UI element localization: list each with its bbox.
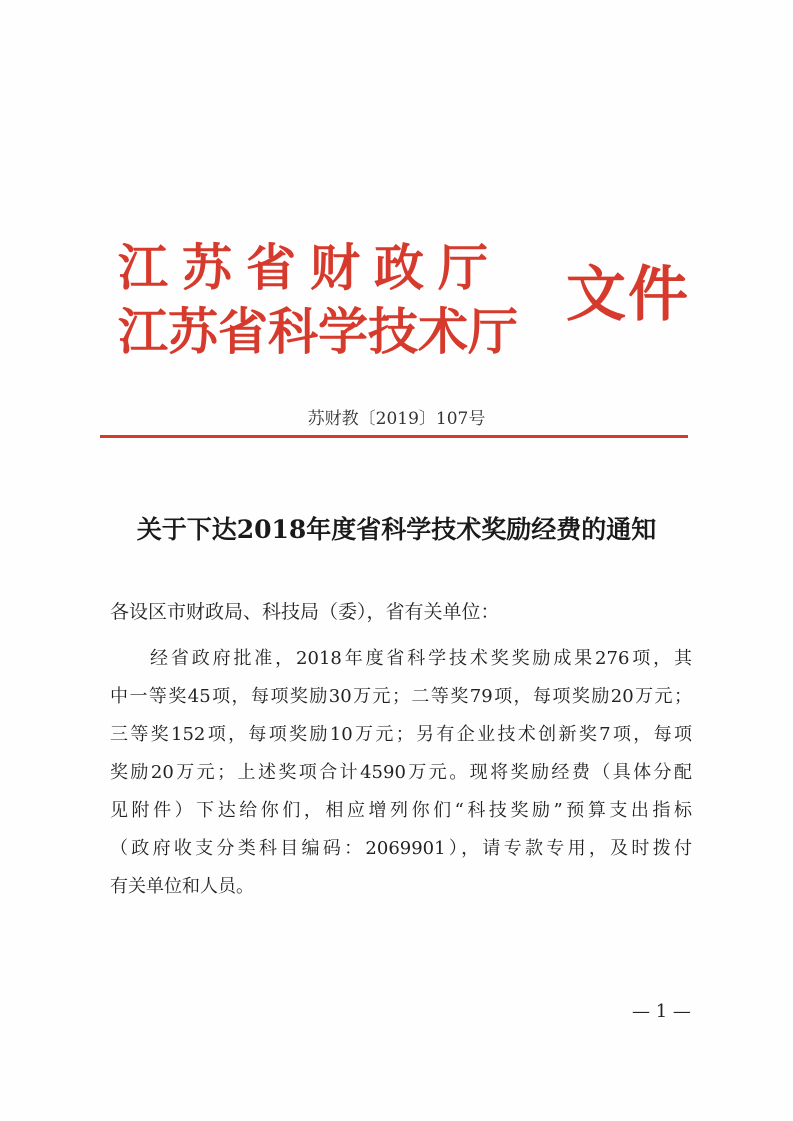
body-line: （政府收支分类科目编码：2069901），请专款专用，及时拨付 (110, 838, 692, 859)
notice-title: 关于下达2018年度省科学技术奖励经费的通知 (136, 515, 657, 544)
org-finance-department: 江苏省财政厅 (118, 239, 502, 297)
issuing-organizations (118, 236, 548, 364)
body-paragraph (110, 640, 692, 906)
body-line: 经省政府批准，2018年度省科学技术奖奖励成果276项，其 (150, 648, 692, 669)
document-number: 苏财教〔2019〕107号 (307, 409, 486, 429)
body-line: 中一等奖45项，每项奖励30万元；二等奖79项，每项奖励20万元； (110, 686, 692, 707)
org-science-technology-department: 江苏省科学技术厅 (118, 303, 518, 361)
document-label: 文件 (566, 260, 690, 330)
page-number: — 1 — (632, 1001, 691, 1022)
body-line: 三等奖152项，每项奖励10万元；另有企业技术创新奖7项，每项 (110, 724, 692, 745)
addressee-line: 各设区市财政局、科技局（委），省有关单位： (110, 601, 500, 623)
red-divider-line (100, 435, 688, 438)
body-line: 有关单位和人员。 (110, 876, 254, 897)
body-line: 见附件）下达给你们，相应增列你们“科技奖励”预算支出指标 (110, 800, 692, 821)
body-line: 奖励20万元；上述奖项合计4590万元。现将奖励经费（具体分配 (110, 762, 692, 783)
